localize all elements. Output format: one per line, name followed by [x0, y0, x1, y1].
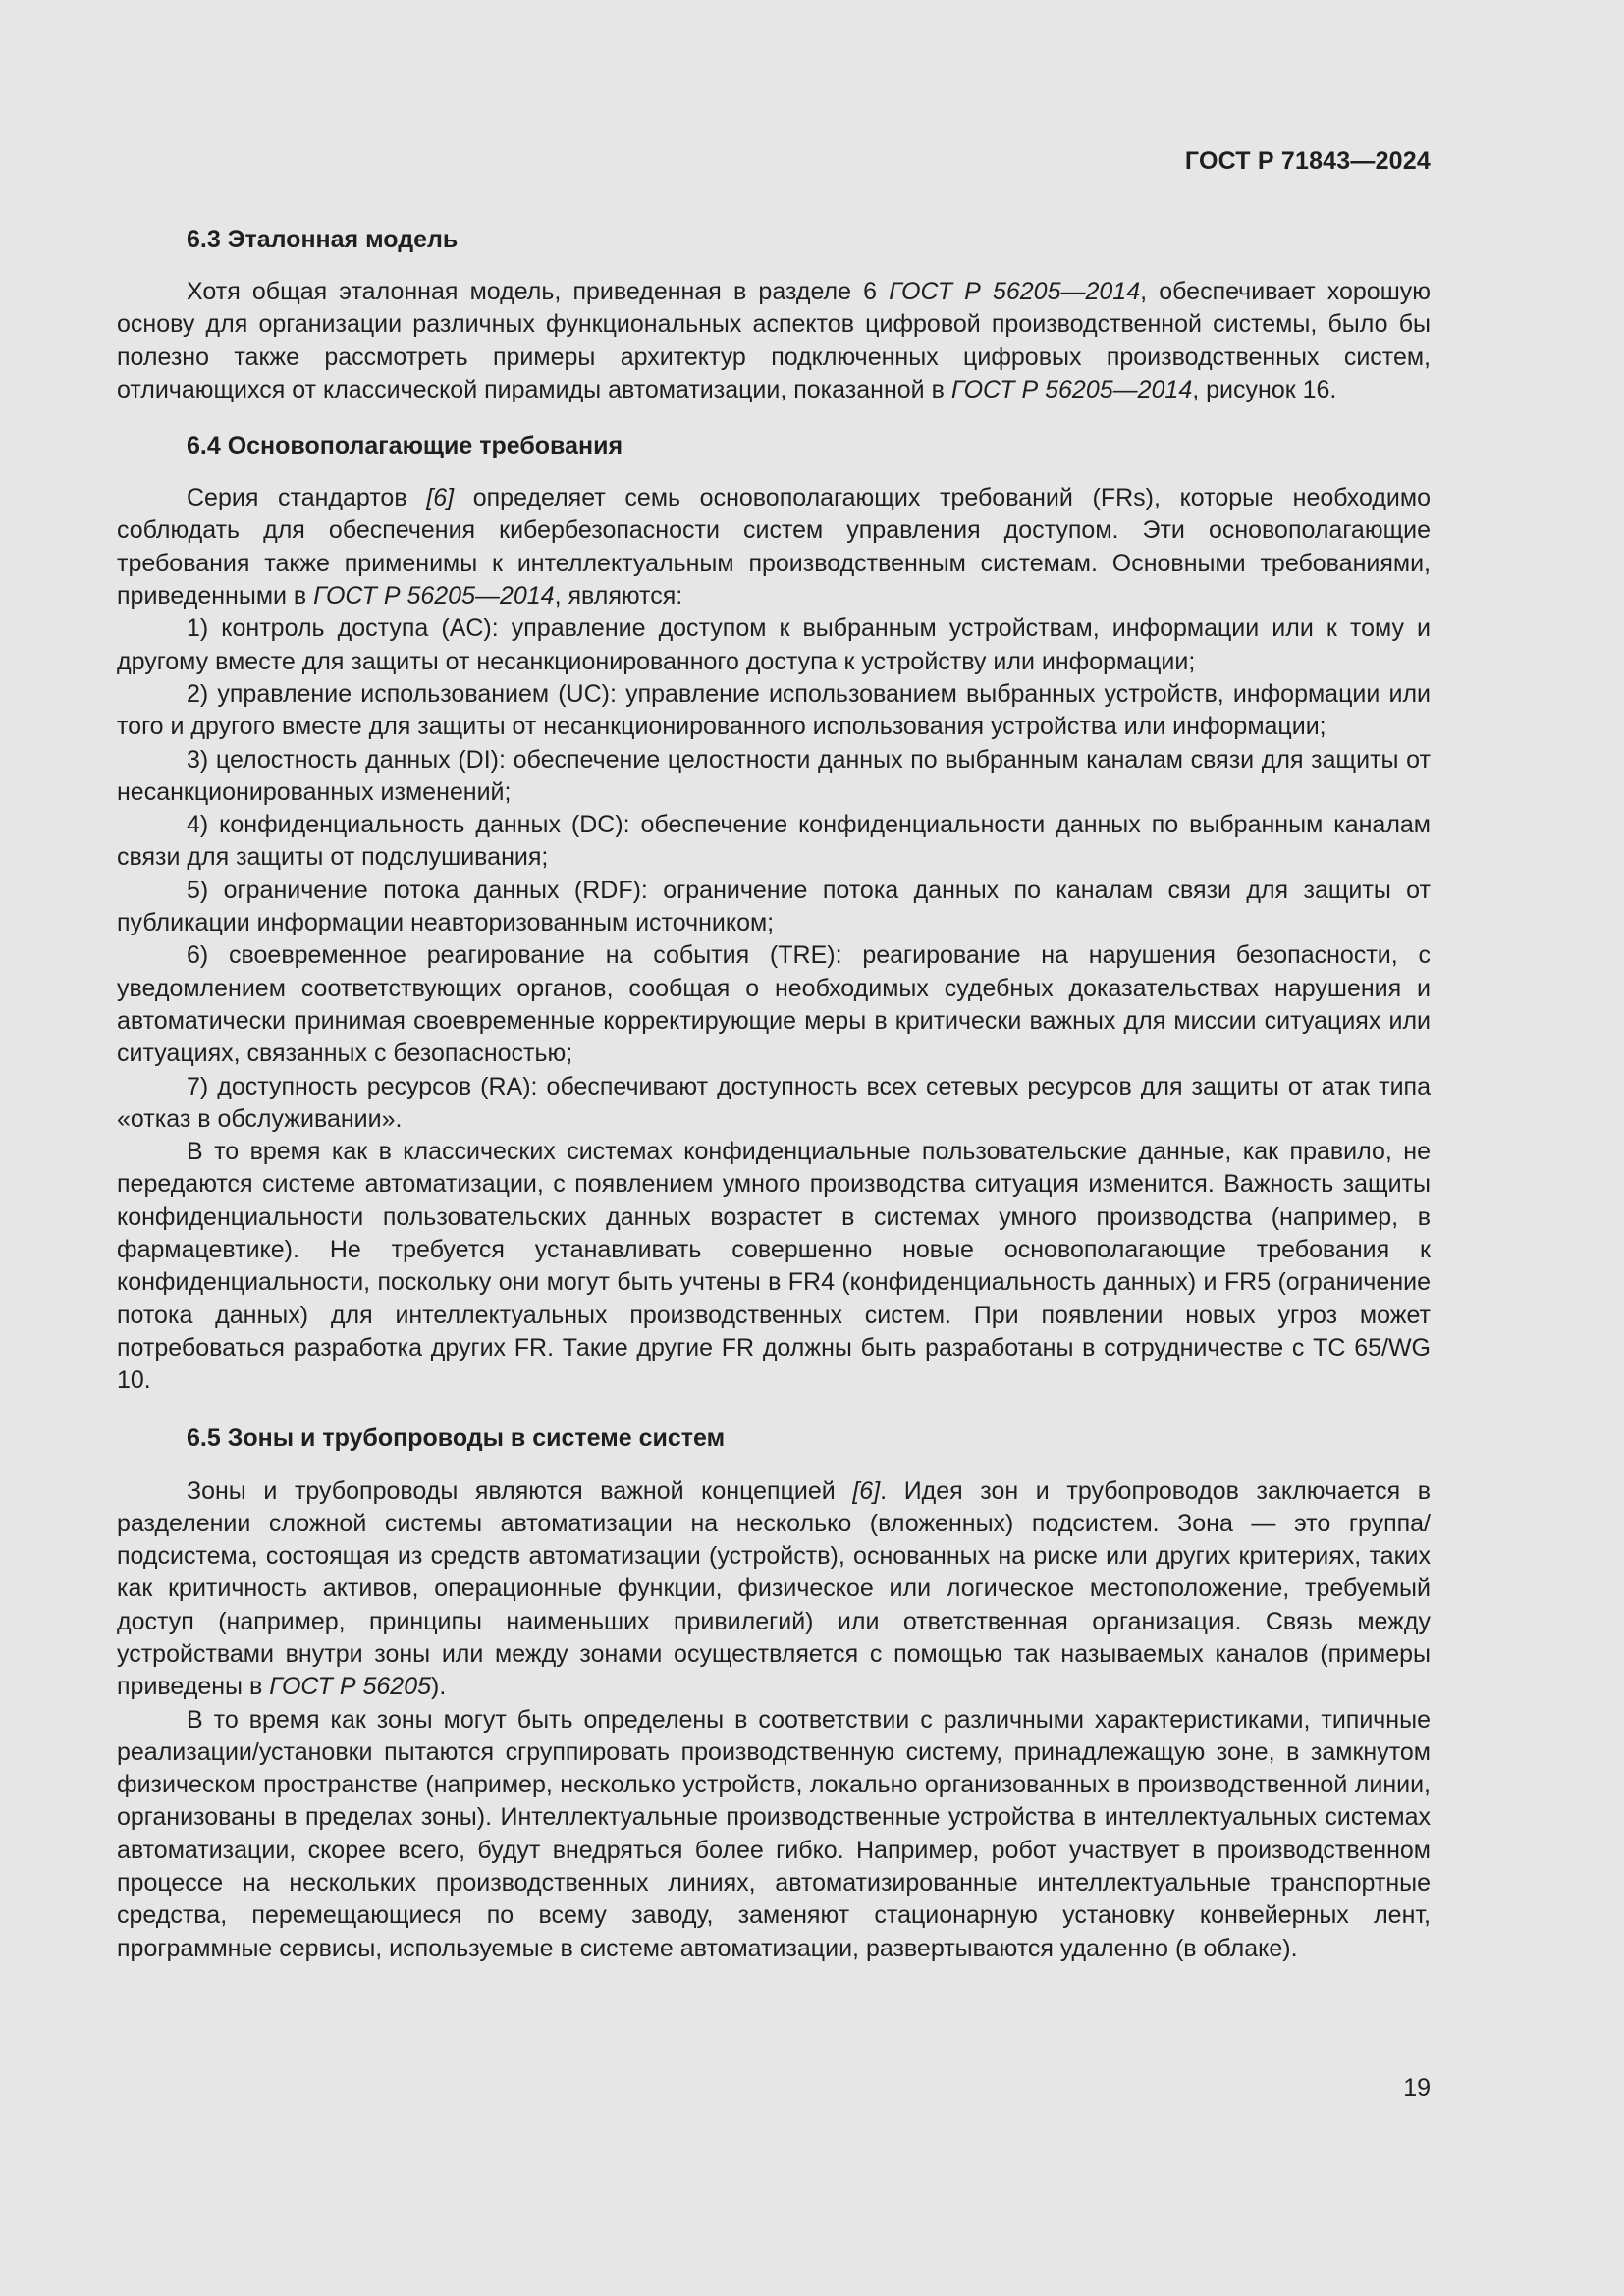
paragraph: [117, 482, 1431, 613]
document-header-id: ГОСТ Р 71843—2024: [1184, 147, 1431, 175]
paragraph-text: 5) ограничение потока данных (RDF): ограничение потока данных по каналам связи для защиты от публикации информации неавторизованным источником;: [117, 876, 1431, 937]
paragraph: [117, 875, 1431, 940]
paragraph: [117, 1704, 1431, 1965]
paragraph-text: В то время как в классических системах конфиденциальные пользовательские данные, как правило, не передаются системе автоматизации, с появлением умного производства ситуация изменится. Важность защиты конфиденциальности пользовательских данных возрастет в системах умного производства (например, в фармацевтике). Не требуется устанавливать совершенно новые основополагающие требования к конфиденциальности, поскольку они могут быть учтены в FR4 (конфиденциальность данных) и FR5 (ограничение потока данных) для интеллектуальных производственных систем. При появлении новых угроз может потребоваться разработка других FR. Такие другие FR должны быть разработаны в сотрудничестве с TC 65/WG 10.: [117, 1138, 1431, 1395]
paragraph: [117, 809, 1431, 875]
paragraph-text: 4) конфиденциальность данных (DC): обеспечение конфиденциальности данных по выбранным каналам связи для защиты от подслушивания;: [117, 811, 1431, 872]
paragraph: [117, 939, 1431, 1070]
section-heading-6-4: 6.4 Основополагающие требования: [187, 432, 623, 460]
paragraph-text: , обеспечивает хорошую основу для организации различных функциональных аспектов цифровой производственной системы, было бы полезно также рассмотреть примеры архитектур подключенных цифровых производственных систем, отличающихся от классической пирамиды автоматизации, показанной в: [117, 278, 1431, 403]
paragraph-text: Зоны и трубопроводы являются важной концепцией: [187, 1476, 853, 1505]
paragraph-text: В то время как зоны могут быть определены в соответствии с различными характеристиками, типичные реализации/установки пытаются сгруппировать производственную систему, принадлежащую зоне, в замкнутом физическом пространстве (например, несколько устройств, локально организованных в производственной линии, организованы в пределах зоны). Интеллектуальные производственные устройства в интеллектуальных системах автоматизации, скорее всего, будут внедряться более гибко. Например, робот участвует в производственном процессе на нескольких производственных линиях, автоматизированные интеллектуальные транспортные средства, перемещающиеся по всему заводу, заменяют стационарную установку конвейерных лент, программные сервисы, используемые в системе автоматизации, развертываются удаленно (в облаке).: [117, 1705, 1431, 1962]
citation-text: ГОСТ Р 56205: [269, 1673, 431, 1701]
paragraph-text: Серия стандартов: [187, 484, 427, 512]
section-heading-6-5: 6.5 Зоны и трубопроводы в системе систем: [187, 1423, 726, 1452]
document-body: [117, 224, 1431, 1965]
paragraph: [117, 678, 1431, 744]
paragraph-text: Хотя общая эталонная модель, приведенная в разделе 6: [187, 278, 890, 305]
page-number: 19: [1403, 2074, 1431, 2102]
paragraph-text: 3) целостность данных (DI): обеспечение целостности данных по выбранным каналам связи для защиты от несанкционированных изменений;: [117, 745, 1431, 806]
paragraph: [117, 276, 1431, 406]
paragraph-text: ).: [431, 1673, 447, 1701]
section-heading-6-3: 6.3 Эталонная модель: [187, 226, 459, 253]
paragraph-text: 2) управление использованием (UC): управление использованием выбранных устройств, информации или того и другого вместе для защиты от несанкционированного использования устройства или информации;: [117, 679, 1431, 741]
paragraph-text: . Идея зон и трубопроводов заключается в разделении сложной системы автоматизации на несколько (вложенных) подсистем. Зона — это группа/подсистема, состоящая из средств автоматизации (устройств), основанных на риске или других критериях, таких как критичность активов, операционные функции, физическое или логическое местоположение, требуемый доступ (например, принципы наименьших привилегий) или ответственная организация. Связь между устройствами внутри зоны или между зонами осуществляется с помощью так называемых каналов (примеры приведены в: [117, 1476, 1431, 1701]
citation-text: ГОСТ Р 56205—2014: [889, 278, 1141, 305]
paragraph-text: , являются:: [554, 582, 683, 611]
paragraph-text: определяет семь основополагающих требований (FRs), которые необходимо соблюдать для обеспечения кибербезопасности систем управления доступом. Эти основополагающие требования также применимы к интеллектуальным производственным системам. Основными требованиями, приведенными в: [117, 484, 1431, 611]
section-body-6-4: [117, 482, 1431, 1397]
citation-text: [6]: [852, 1476, 881, 1505]
section-body-6-3: [117, 276, 1431, 406]
citation-text: [6]: [426, 484, 455, 512]
paragraph: [117, 613, 1431, 678]
section-body-6-5: [117, 1475, 1431, 1965]
paragraph-text: 6) своевременное реагирование на события (TRE): реагирование на нарушения безопасности, с уведомлением соответствующих органов, сообщая о необходимых судебных доказательствах нарушения и автоматически принимая своевременные корректирующие меры в критически важных для миссии ситуациях или ситуациях, связанных с безопасностью;: [117, 941, 1431, 1068]
paragraph: [117, 1071, 1431, 1137]
paragraph: [117, 744, 1431, 810]
paragraph-text: , рисунок 16.: [1192, 375, 1337, 403]
citation-text: ГОСТ Р 56205—2014: [950, 375, 1193, 403]
paragraph: [117, 1475, 1431, 1704]
paragraph-text: 1) контроль доступа (AC): управление доступом к выбранным устройствам, информации или к тому и другому вместе для защиты от несанкционированного доступа к устройству или информации;: [117, 614, 1431, 675]
paragraph: [117, 1136, 1431, 1397]
paragraph-text: 7) доступность ресурсов (RA): обеспечивают доступность всех сетевых ресурсов для защиты от атак типа «отказ в обслуживании».: [117, 1072, 1431, 1133]
citation-text: ГОСТ Р 56205—2014: [313, 582, 555, 611]
